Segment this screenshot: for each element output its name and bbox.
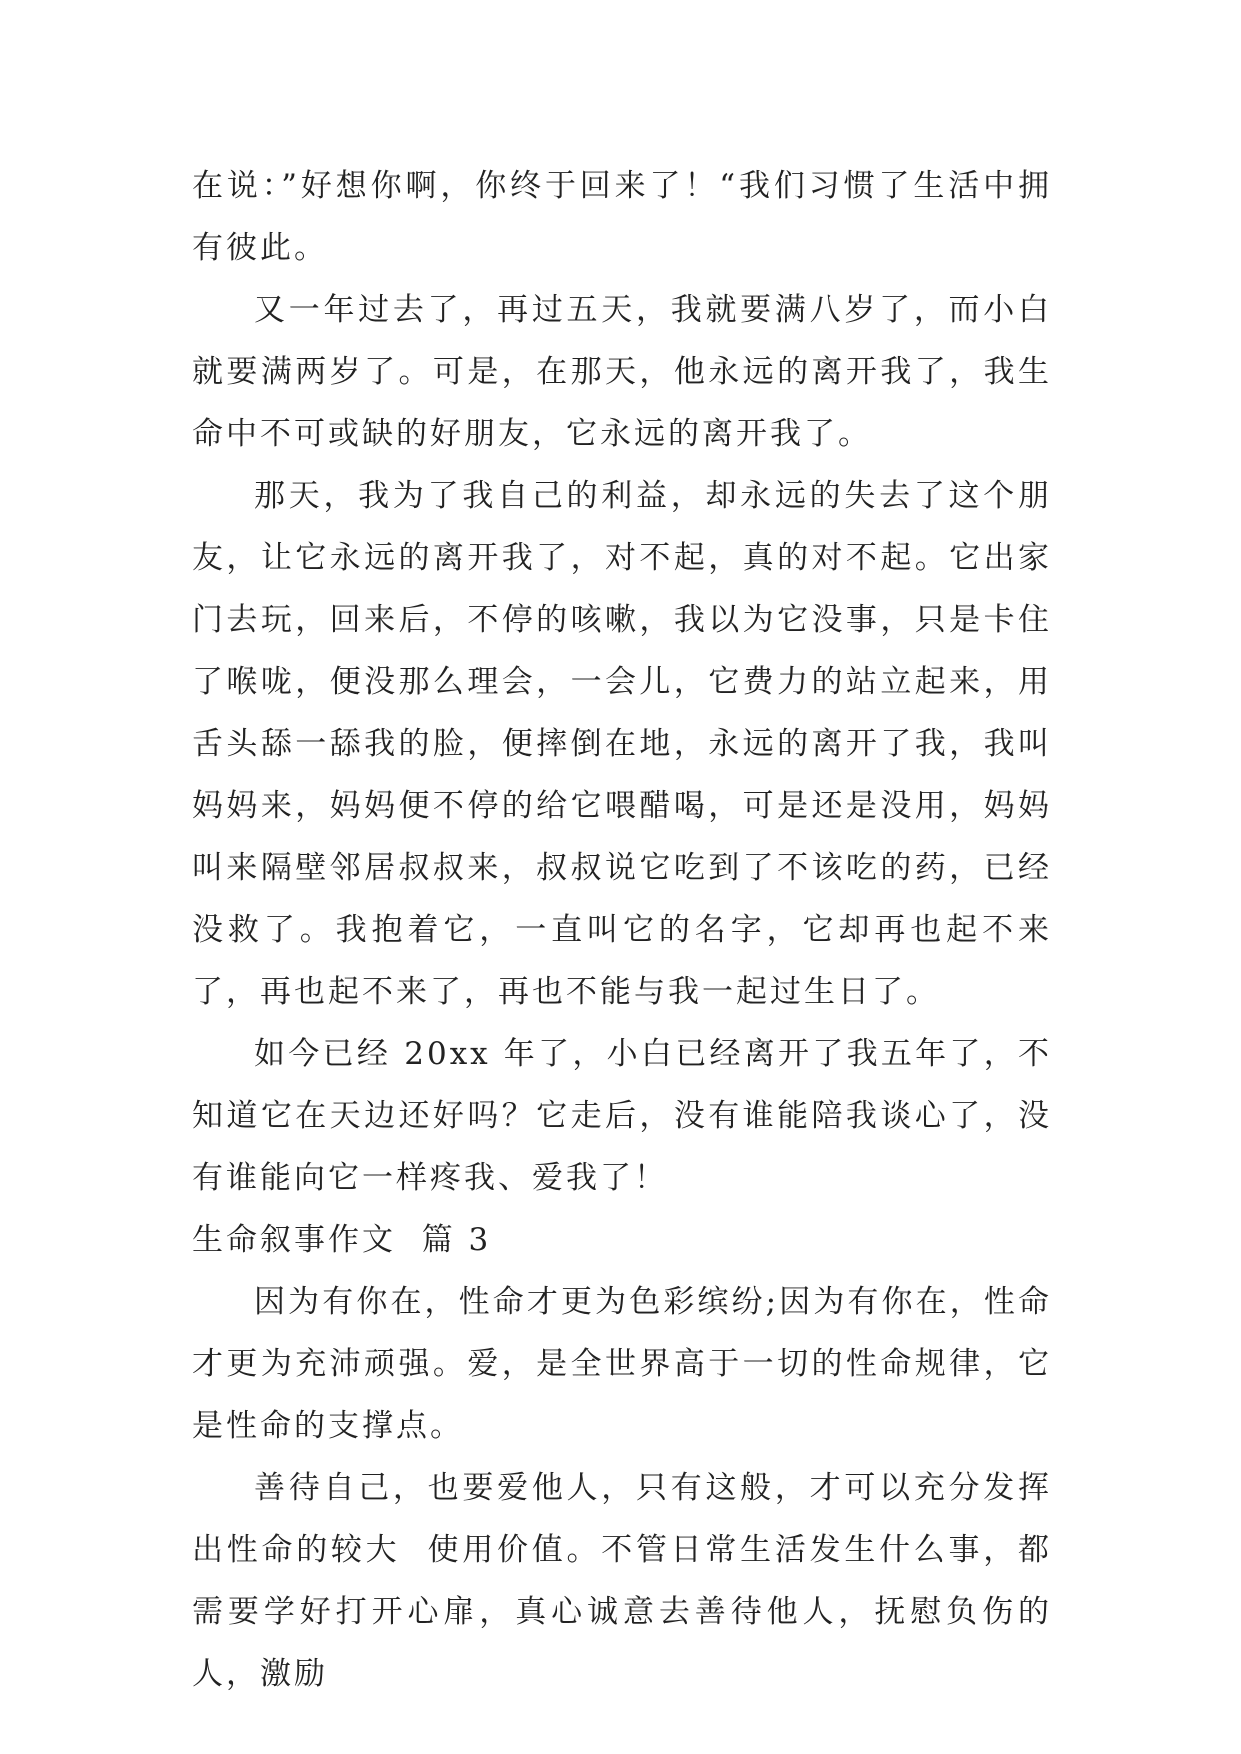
paragraph: 又一年过去了，再过五天，我就要满八岁了，而小白就要满两岁了。可是，在那天，他永远的离开我了，我生命中不可或缺的好朋友，它永远的离开我了。 bbox=[192, 292, 1052, 452]
paragraph-continuation: 在说：”好想你啊，你终于回来了！“我们习惯了生活中拥有彼此。 bbox=[192, 168, 1052, 266]
paragraph: 善待自己，也要爱他人，只有这般，才可以充分发挥出性命的较大 使用价值。不管日常生活发生什么事，都需要学好打开心扉，真心诚意去善待他人，抚慰负伤的人，激励 bbox=[192, 1470, 1052, 1692]
paragraph: 因为有你在，性命才更为色彩缤纷;因为有你在，性命才更为充沛顽强。爱，是全世界高于一切的性命规律，它是性命的支撑点。 bbox=[192, 1284, 1052, 1444]
paragraph: 如今已经 20xx 年了，小白已经离开了我五年了，不知道它在天边还好吗？它走后，没有谁能陪我谈心了，没有谁能向它一样疼我、爱我了！ bbox=[192, 1036, 1052, 1196]
document-body bbox=[192, 155, 1052, 1705]
section-heading: 生命叙事作文 篇 3 bbox=[192, 1222, 492, 1258]
paragraph: 那天，我为了我自己的利益，却永远的失去了这个朋友，让它永远的离开我了，对不起，真的对不起。它出家门去玩，回来后，不停的咳嗽，我以为它没事，只是卡住了喉咙，便没那么理会，一会儿，它费力的站立起来，用舌头舔一舔我的脸，便摔倒在地，永远的离开了我，我叫妈妈来，妈妈便不停的给它喂醋喝，可是还是没用，妈妈叫来隔壁邻居叔叔来，叔叔说它吃到了不该吃的药，已经没救了。我抱着它，一直叫它的名字，它却再也起不来了，再也起不来了，再也不能与我一起过生日了。 bbox=[192, 478, 1052, 1010]
